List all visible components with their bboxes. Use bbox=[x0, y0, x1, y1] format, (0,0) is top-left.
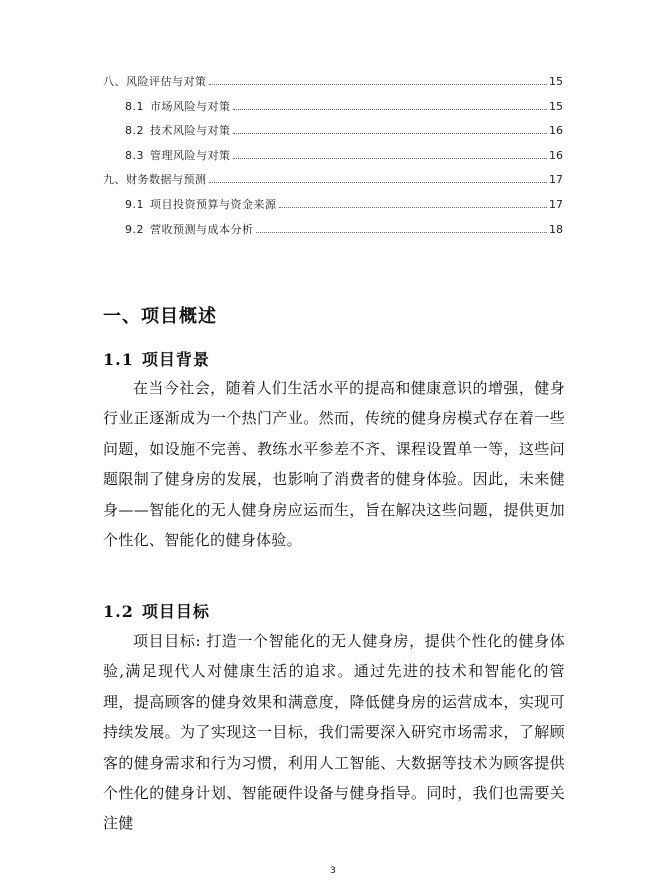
toc-entry-page: 15 bbox=[549, 75, 563, 88]
toc-entry-page: 17 bbox=[549, 197, 563, 211]
subsection-number: 1.2 bbox=[103, 602, 134, 621]
subsection-title: 项目背景 bbox=[141, 350, 210, 369]
toc-entry-page: 18 bbox=[549, 222, 563, 236]
toc-leader-dots bbox=[233, 124, 548, 134]
toc-entry-title: 八、风险评估与对策 bbox=[103, 75, 207, 88]
toc-entry-8-3[interactable] bbox=[103, 149, 563, 174]
toc-entry-number: 9.2 bbox=[125, 222, 144, 236]
toc-leader-dots bbox=[233, 100, 548, 110]
toc-entry-title bbox=[125, 223, 254, 237]
toc-entry-text: 项目投资预算与资金来源 bbox=[150, 197, 277, 211]
toc-entry-text: 管理风险与对策 bbox=[150, 148, 231, 162]
toc-leader-dots bbox=[279, 198, 548, 208]
toc-entry-number: 8.1 bbox=[125, 99, 144, 113]
toc-leader-dots bbox=[233, 149, 548, 159]
toc-entry-page: 15 bbox=[549, 99, 563, 113]
toc-entry-title bbox=[125, 198, 277, 212]
subsection-heading-1-1 bbox=[103, 347, 210, 370]
toc-entry-text: 技术风险与对策 bbox=[150, 124, 231, 138]
toc-entry-9-2[interactable] bbox=[103, 223, 563, 248]
toc-entry-8-1[interactable] bbox=[103, 100, 563, 125]
toc-entry-number: 8.2 bbox=[125, 124, 144, 138]
toc-entry-title: 九、财务数据与预测 bbox=[103, 173, 207, 187]
subsection-number: 1.1 bbox=[103, 350, 134, 369]
toc-entry-page: 17 bbox=[549, 173, 563, 187]
toc-entry-text: 市场风险与对策 bbox=[150, 99, 231, 113]
toc-entry-page: 16 bbox=[549, 148, 563, 162]
subsection-heading-1-2 bbox=[103, 599, 210, 622]
toc-leader-dots bbox=[209, 173, 548, 183]
table-of-contents bbox=[103, 75, 563, 247]
toc-entry-page: 16 bbox=[549, 124, 563, 138]
toc-entry-text: 营收预测与成本分析 bbox=[150, 222, 254, 236]
toc-entry-9-1[interactable] bbox=[103, 198, 563, 223]
toc-entry-title bbox=[125, 124, 231, 138]
toc-leader-dots bbox=[256, 223, 548, 233]
page-number: 3 bbox=[330, 866, 336, 876]
subsection-title: 项目目标 bbox=[141, 602, 210, 621]
toc-entry-title bbox=[125, 100, 231, 114]
body-paragraph-goals: 项目目标: 打造一个智能化的无人健身房，提供个性化的健身体验,满足现代人对健康生活的追求。通过先进的技术和智能化的管理，提高顾客的健身效果和满意度，降低健身房的运营成本，实现可持续发展。为了实现这一目标，我们需要深入研究市场需求，了解顾客的健身需求和行为习惯，利用人工智能、大数据等技术为顾客提供个性化的健身计划、智能硬件设备与健身指导。同时，我们也需要关注健 bbox=[103, 632, 565, 833]
toc-entry-8[interactable] bbox=[103, 75, 563, 100]
section-heading: 一、项目概述 bbox=[103, 306, 217, 327]
toc-entry-number: 8.3 bbox=[125, 148, 144, 162]
toc-entry-8-2[interactable] bbox=[103, 124, 563, 149]
body-paragraph-background: 在当今社会，随着人们生活水平的提高和健康意识的增强，健身行业正逐渐成为一个热门产业。然而，传统的健身房模式存在着一些问题，如设施不完善、教练水平参差不齐、课程设置单一等，这些问题限制了健身房的发展，也影响了消费者的健身体验。因此，未来健身——智能化的无人健身房应运而生，旨在解决这些问题，提供更加个性化、智能化的健身体验。 bbox=[103, 379, 565, 550]
toc-leader-dots bbox=[209, 75, 548, 85]
toc-entry-title bbox=[125, 149, 231, 163]
toc-entry-number: 9.1 bbox=[125, 197, 144, 211]
toc-entry-9[interactable] bbox=[103, 173, 563, 198]
